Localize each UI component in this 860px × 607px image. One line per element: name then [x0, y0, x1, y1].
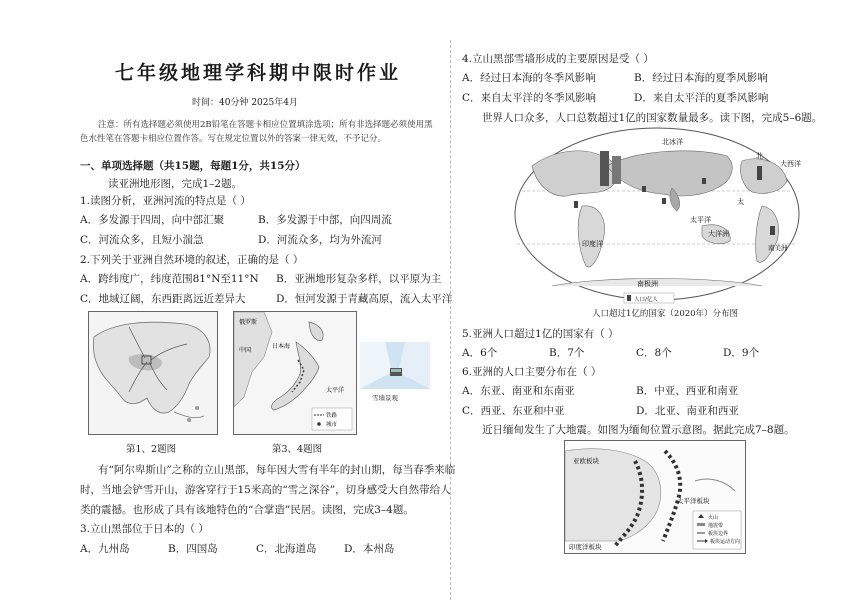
atlantic-label: 大西洋 — [780, 160, 801, 168]
map-legend-unit: 人口/亿人 — [634, 297, 658, 303]
column-divider — [450, 40, 451, 600]
eurasian-plate-label: 亚欧板块 — [573, 457, 599, 465]
q1-option-a[interactable]: A．多发源于四周，向中部汇聚 — [80, 214, 225, 226]
caption-q1-2: 第1、2题图 — [126, 444, 177, 455]
legend-railway: 铁路 — [326, 413, 338, 419]
time-line: 时间：40分钟 2025年4月 — [192, 98, 298, 108]
intro-1-2: 读亚洲地形图，完成1–2题。 — [108, 178, 243, 190]
section-heading: 一、单项选择题（共15题，每题1分，共15分） — [80, 160, 306, 172]
pacific-north-label: 太 — [737, 198, 744, 206]
q3-stem: 3.立山黑部位于日本的（ ） — [80, 523, 209, 535]
q6-option-c[interactable]: C．西亚、东亚和中亚 — [462, 405, 565, 417]
china-label: 中国 — [239, 347, 252, 354]
asia-terrain-svg — [89, 312, 217, 434]
pacific-label: 太平洋 — [326, 387, 345, 394]
north-america-label: 北 — [756, 152, 763, 160]
notice-line-2: 色水性笔在答题卡相应位置作答。写在规定位置以外的答案一律无效，不予记分。 — [80, 134, 387, 144]
q2-option-c[interactable]: C．地域辽阔，东西距离远近差异大 — [80, 293, 246, 305]
myanmar-quake-map — [564, 440, 746, 554]
notice-line-1: 注意：所有选择题必须使用2B铅笔在答题卡相应位置填涂选项；所有非选择题必须使用黑 — [98, 120, 433, 130]
q1-option-d[interactable]: D．河流众多，均为外流河 — [258, 234, 382, 246]
q3-option-b[interactable]: B．四国岛 — [168, 543, 218, 555]
passage-line-1: 有“阿尔卑斯山”之称的立山黑部，每年因大雪有半年的封山期，每当春季来临 — [98, 464, 456, 476]
q3-option-a[interactable]: A．九州岛 — [80, 543, 130, 555]
snow-wall-photo — [360, 342, 430, 389]
japan-map-svg — [234, 312, 356, 434]
world-population-map — [512, 126, 802, 306]
q6-option-a[interactable]: A．东亚、南亚和东南亚 — [462, 385, 575, 397]
q3-option-c[interactable]: C．北海道岛 — [256, 543, 317, 555]
q5-option-b[interactable]: B．7个 — [549, 347, 585, 359]
legend-volcano: 火山 — [708, 515, 719, 521]
q6-option-d[interactable]: D．北亚、南亚和西亚 — [636, 405, 739, 417]
intro-5-6: 世界人口众多，人口总数超过1亿的国家数量最多。读下图，完成5–6题。 — [482, 112, 823, 124]
intro-7-8: 近日缅甸发生了大地震。如图为缅甸位置示意图。据此完成7–8题。 — [482, 424, 795, 436]
legend-plate-boundary: 板块边界 — [708, 531, 729, 537]
legend-city: 城市 — [326, 422, 338, 428]
arctic-ocean-label: 北冰洋 — [662, 138, 683, 146]
q3-option-d[interactable]: D．本州岛 — [344, 543, 395, 555]
q4-option-b[interactable]: B．经过日本海的夏季风影响 — [634, 72, 768, 84]
passage-line-3: 类的震撼。也形成了具有该地特色的“合掌造”民居。读图，完成3–4题。 — [80, 504, 414, 516]
legend-quake-belt: 地震带 — [708, 523, 724, 529]
q2-stem: 2.下列关于亚洲自然环境的叙述，正确的是（ ） — [80, 254, 304, 266]
q1-option-b[interactable]: B．多发源于中部，向四周流 — [258, 214, 392, 226]
indian-ocean-label: 印度洋 — [582, 240, 603, 248]
q1-option-c[interactable]: C．河流众多，且短小湍急 — [80, 234, 204, 246]
q5-stem: 5.亚洲人口超过1亿的国家有（ ） — [462, 328, 619, 340]
q4-option-c[interactable]: C．来自太平洋的冬季风影响 — [462, 92, 597, 104]
q5-option-d[interactable]: D．9个 — [723, 347, 760, 359]
legend-plate-motion: 板块运动方向 — [710, 539, 741, 545]
q2-option-a[interactable]: A．跨纬度广，纬度范围81°N至11°N — [80, 273, 259, 285]
south-america-label: 南美洲 — [768, 244, 788, 252]
q1-stem: 1.读图分析，亚洲河流的特点是（ ） — [80, 195, 251, 207]
world-map-svg — [512, 126, 802, 306]
q6-option-b[interactable]: B．中亚、西亚和南亚 — [636, 385, 739, 397]
caption-q3-4: 第3、4题图 — [272, 444, 323, 455]
q4-option-a[interactable]: A．经过日本海的冬季风影响 — [462, 72, 596, 84]
q4-stem: 4.立山黑部雪墙形成的主要原因是受（ ） — [462, 53, 654, 65]
q5-option-c[interactable]: C．8个 — [636, 347, 672, 359]
indian-plate-label: 印度洋板块 — [569, 543, 602, 551]
q2-option-d[interactable]: D．恒河发源于青藏高原，流入太平洋 — [276, 293, 453, 305]
q4-option-d[interactable]: D．来自太平洋的夏季风影响 — [634, 92, 769, 104]
q6-stem: 6.亚洲的人口主要分布在（ ） — [462, 366, 602, 378]
world-map-caption: 人口超过1亿的国家（2020年）分布图 — [592, 309, 739, 319]
antarctica-label: 南极洲 — [637, 280, 658, 288]
quake-map-svg — [565, 441, 745, 553]
japan-map — [233, 311, 357, 435]
snow-wall-label: 雪墙景观 — [372, 394, 398, 402]
q2-option-b[interactable]: B．亚洲地形复杂多样，以平原为主 — [276, 273, 442, 285]
japan-sea-label: 日本海 — [272, 343, 291, 350]
oceania-label: 大洋洲 — [708, 230, 729, 238]
pacific-plate-label: 太平洋板块 — [677, 497, 710, 505]
right-column — [452, 0, 860, 607]
asia-terrain-map — [88, 311, 218, 435]
passage-line-2: 时，当地会铲雪开山，游客穿行于15米高的“雪之深谷”，切身感受大自然带给人 — [80, 484, 451, 496]
snow-wall-svg — [360, 342, 430, 389]
pacific-south-label: 太平洋 — [690, 216, 711, 224]
exam-title: 七年级地理学科期中限时作业 — [115, 62, 402, 84]
q5-option-a[interactable]: A．6个 — [462, 347, 498, 359]
russia-label: 俄罗斯 — [239, 319, 258, 326]
